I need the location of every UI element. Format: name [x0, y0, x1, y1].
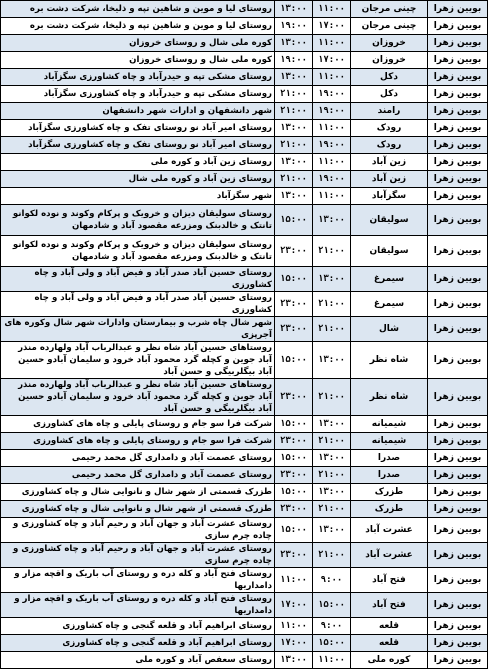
area-cell: قلعه [351, 618, 428, 635]
areas-description-cell: روستای سولیقان دیزان و خرویک و پرکام وکوند و نوده لکوانو تانتک و خالدبنک ومزرعه مقصود آباد و شادمهان [1, 236, 275, 267]
table-row [1, 484, 488, 501]
county-cell: بویین زهرا [428, 543, 488, 568]
areas-description-cell: روستای عشرت آباد و جهان آباد و رحیم آباد و چاه کشاورزی و چاده چرم سازی [1, 518, 275, 543]
county-cell: بویین زهرا [428, 267, 488, 292]
areas-description-cell: روستای عصمت آباد و دامداری گل محمد رحیمی [1, 450, 275, 467]
county-cell: بویین زهرا [428, 154, 488, 171]
start-time-cell: ۱۵:۰۰ [313, 635, 351, 652]
areas-description-cell: روستاهای حسین آباد شاه نظر و عبدالرباب آباد ولهارده منذر آباد جوین و کچله گرد محمود آباد خرود و سلیمان آبادو حسین آباد بیگلربیگی و حسن آباد [1, 379, 275, 416]
start-time-cell: ۱۱:۰۰ [313, 35, 351, 52]
end-time-cell: ۲۱:۰۰ [275, 137, 313, 154]
start-time-cell: ۱۱:۰۰ [313, 69, 351, 86]
county-cell: بویین زهرا [428, 137, 488, 154]
area-cell: سولیقان [351, 205, 428, 236]
end-time-cell: ۱۵:۰۰ [275, 416, 313, 433]
county-cell: بویین زهرا [428, 188, 488, 205]
end-time-cell: ۱۵:۰۰ [275, 205, 313, 236]
start-time-cell: ۱۹:۰۰ [313, 171, 351, 188]
table-row [1, 188, 488, 205]
area-cell: فتح آباد [351, 568, 428, 593]
start-time-cell: ۱۱:۰۰ [313, 154, 351, 171]
areas-description-cell: روستای فتح آباد و کله دره و روستای آب باریک و اقچه مزار و دامداریها [1, 593, 275, 618]
table-row [1, 52, 488, 69]
table-row [1, 120, 488, 137]
table-row [1, 86, 488, 103]
table-row [1, 317, 488, 342]
areas-description-cell: شهر سگزآباد [1, 188, 275, 205]
areas-description-cell: روستای حسین آباد صدر آباد و فیض آباد و ولی آباد و چاه کشاورزی [1, 292, 275, 317]
county-cell: بویین زهرا [428, 69, 488, 86]
start-time-cell: ۲۱:۰۰ [313, 379, 351, 416]
table-row [1, 18, 488, 35]
end-time-cell: ۲۱:۰۰ [275, 103, 313, 120]
start-time-cell: ۱۵:۰۰ [313, 593, 351, 618]
areas-description-cell: روستای ابراهیم آباد و قلعه گنجی و چاه کشاورزی [1, 618, 275, 635]
start-time-cell: ۱۳:۰۰ [313, 342, 351, 379]
areas-description-cell: شرکت فرا سو جام و روستای پایلی و چاه های کشاورزی [1, 416, 275, 433]
table-row [1, 467, 488, 484]
area-cell: شیمیانه [351, 433, 428, 450]
area-cell: رودک [351, 137, 428, 154]
table-row [1, 635, 488, 652]
end-time-cell: ۱۳:۰۰ [275, 188, 313, 205]
start-time-cell: ۱۷:۰۰ [313, 52, 351, 69]
areas-description-cell: روستای امیر آباد نو روستای تفک و چاه کشاورزی سگزآباد [1, 137, 275, 154]
end-time-cell: ۲۱:۰۰ [275, 86, 313, 103]
county-cell: بویین زهرا [428, 635, 488, 652]
table-row [1, 236, 488, 267]
start-time-cell: ۱۷:۰۰ [313, 18, 351, 35]
table-row [1, 593, 488, 618]
table-row [1, 618, 488, 635]
county-cell: بویین زهرا [428, 518, 488, 543]
county-cell: بویین زهرا [428, 52, 488, 69]
areas-description-cell: روستای امیر آباد نو روستای تفک و چاه کشاورزی سگزآباد [1, 120, 275, 137]
area-cell: عشرت آباد [351, 518, 428, 543]
areas-description-cell: روستای مشکی تپه و حیدرآباد و چاه کشاورزی سگزآباد [1, 69, 275, 86]
end-time-cell: ۱۵:۰۰ [275, 342, 313, 379]
start-time-cell: ۱۹:۰۰ [313, 86, 351, 103]
area-cell: دکل [351, 69, 428, 86]
county-cell: بویین زهرا [428, 568, 488, 593]
end-time-cell: ۲۳:۰۰ [275, 543, 313, 568]
table-row [1, 103, 488, 120]
start-time-cell: ۱۱:۰۰ [313, 1, 351, 18]
end-time-cell: ۱۵:۰۰ [275, 484, 313, 501]
county-cell: بویین زهرا [428, 1, 488, 18]
table-row [1, 292, 488, 317]
county-cell: بویین زهرا [428, 86, 488, 103]
county-cell: بویین زهرا [428, 317, 488, 342]
table-row [1, 1, 488, 18]
area-cell: قلعه [351, 635, 428, 652]
area-cell: سولیقان [351, 236, 428, 267]
areas-description-cell: کوره ملی شال و روستای خروزان [1, 35, 275, 52]
areas-description-cell: روستای عصمت آباد و دامداری گل محمد رحیمی [1, 467, 275, 484]
end-time-cell: ۲۳:۰۰ [275, 433, 313, 450]
county-cell: بویین زهرا [428, 120, 488, 137]
end-time-cell: ۱۳:۰۰ [275, 1, 313, 18]
table-row [1, 518, 488, 543]
table-row [1, 342, 488, 379]
area-cell: سگزآباد [351, 188, 428, 205]
start-time-cell: ۲۱:۰۰ [313, 236, 351, 267]
end-time-cell: ۱۷:۰۰ [275, 593, 313, 618]
area-cell: سیمرغ [351, 292, 428, 317]
table-row [1, 501, 488, 518]
table-row [1, 267, 488, 292]
start-time-cell: ۱۱:۰۰ [313, 188, 351, 205]
start-time-cell: ۹:۰۰ [313, 568, 351, 593]
county-cell: بویین زهرا [428, 35, 488, 52]
end-time-cell: ۱۹:۰۰ [275, 18, 313, 35]
start-time-cell: ۱۳:۰۰ [313, 267, 351, 292]
county-cell: بویین زهرا [428, 593, 488, 618]
county-cell: بویین زهرا [428, 467, 488, 484]
area-cell: عشرت آباد [351, 543, 428, 568]
area-cell: خروزان [351, 35, 428, 52]
area-cell: فتح آباد [351, 593, 428, 618]
area-cell: صدرا [351, 450, 428, 467]
end-time-cell: ۱۵:۰۰ [275, 518, 313, 543]
area-cell: سیمرغ [351, 267, 428, 292]
county-cell: بویین زهرا [428, 652, 488, 669]
county-cell: بویین زهرا [428, 292, 488, 317]
table-row [1, 154, 488, 171]
county-cell: بویین زهرا [428, 501, 488, 518]
area-cell: دکل [351, 86, 428, 103]
areas-description-cell: شهر دانشفهان و ادارات شهر دانشفهان [1, 103, 275, 120]
area-cell: طزرک [351, 501, 428, 518]
areas-description-cell: طزرک قسمتی از شهر شال و نانوایی شال و چاه کشاورزی [1, 484, 275, 501]
areas-description-cell: روستای سولیقان دیزان و خرویک و پرکام وکوند و نوده لکوانو تانتک و خالدبنک ومزرعه مقصود آباد و شادمهان [1, 205, 275, 236]
end-time-cell: ۱۹:۰۰ [275, 52, 313, 69]
end-time-cell: ۲۳:۰۰ [275, 236, 313, 267]
table-row [1, 69, 488, 86]
county-cell: بویین زهرا [428, 450, 488, 467]
county-cell: بویین زهرا [428, 18, 488, 35]
area-cell: خروزان [351, 52, 428, 69]
end-time-cell: ۲۳:۰۰ [275, 467, 313, 484]
table-row [1, 543, 488, 568]
start-time-cell: ۲۱:۰۰ [313, 467, 351, 484]
area-cell: چینی مرجان [351, 1, 428, 18]
areas-description-cell: روستای ابراهیم آباد و قلعه گنجی و چاه کشاورزی [1, 635, 275, 652]
table-row [1, 171, 488, 188]
area-cell: چینی مرجان [351, 18, 428, 35]
start-time-cell: ۱۳:۰۰ [313, 416, 351, 433]
table-row [1, 568, 488, 593]
area-cell: زین آباد [351, 154, 428, 171]
start-time-cell: ۱۹:۰۰ [313, 137, 351, 154]
start-time-cell: ۱۱:۰۰ [313, 652, 351, 669]
areas-description-cell: روستاهای حسین آباد شاه نظر و عبدالرباب آباد ولهارده منذر آباد جوین و کچله گرد محمود آباد خرود و سلیمان آبادو حسین آباد بیگلربیگی و حسن آباد [1, 342, 275, 379]
end-time-cell: ۱۳:۰۰ [275, 35, 313, 52]
county-cell: بویین زهرا [428, 379, 488, 416]
county-cell: بویین زهرا [428, 103, 488, 120]
end-time-cell: ۱۷:۰۰ [275, 635, 313, 652]
end-time-cell: ۱۱:۰۰ [275, 618, 313, 635]
start-time-cell: ۱۳:۰۰ [313, 450, 351, 467]
table-row [1, 433, 488, 450]
end-time-cell: ۲۳:۰۰ [275, 292, 313, 317]
start-time-cell: ۱۳:۰۰ [313, 518, 351, 543]
end-time-cell: ۲۳:۰۰ [275, 501, 313, 518]
county-cell: بویین زهرا [428, 433, 488, 450]
table-body [1, 1, 488, 669]
start-time-cell: ۱۱:۰۰ [313, 120, 351, 137]
end-time-cell: ۲۳:۰۰ [275, 379, 313, 416]
table-row [1, 416, 488, 433]
start-time-cell: ۲۱:۰۰ [313, 543, 351, 568]
table-row [1, 379, 488, 416]
area-cell: طزرک [351, 484, 428, 501]
start-time-cell: ۲۱:۰۰ [313, 501, 351, 518]
areas-description-cell: روستای حسین آباد صدر آباد و فیض آباد و ولی آباد و چاه کشاورزی [1, 267, 275, 292]
county-cell: بویین زهرا [428, 618, 488, 635]
start-time-cell: ۲۱:۰۰ [313, 317, 351, 342]
area-cell: صدرا [351, 467, 428, 484]
end-time-cell: ۲۱:۰۰ [275, 171, 313, 188]
end-time-cell: ۱۳:۰۰ [275, 120, 313, 137]
areas-description-cell: روستای عشرت آباد و جهان آباد و رحیم آباد و چاه کشاورزی و چاده چرم سازی [1, 543, 275, 568]
table-row [1, 205, 488, 236]
area-cell: شیمیانه [351, 416, 428, 433]
end-time-cell: ۱۵:۰۰ [275, 267, 313, 292]
area-cell: شاه نظر [351, 342, 428, 379]
end-time-cell: ۱۳:۰۰ [275, 154, 313, 171]
end-time-cell: ۲۳:۰۰ [275, 317, 313, 342]
areas-description-cell: روستای زین آباد و کوره ملی [1, 154, 275, 171]
end-time-cell: ۱۳:۰۰ [275, 69, 313, 86]
areas-description-cell: روستای زین آباد و کوره ملی شال [1, 171, 275, 188]
areas-description-cell: طزرک قسمتی از شهر شال و نانوایی شال و چاه کشاورزی [1, 501, 275, 518]
areas-description-cell: کوره ملی شال و روستای خروزان [1, 52, 275, 69]
county-cell: بویین زهرا [428, 416, 488, 433]
start-time-cell: ۱۳:۰۰ [313, 205, 351, 236]
start-time-cell: ۲۱:۰۰ [313, 433, 351, 450]
table-row [1, 652, 488, 669]
county-cell: بویین زهرا [428, 205, 488, 236]
table-row [1, 35, 488, 52]
area-cell: شاه نظر [351, 379, 428, 416]
end-time-cell: ۱۳:۰۰ [275, 652, 313, 669]
areas-description-cell: روستای لیا و موین و شاهین تپه و ذلیخا، شرکت دشت بره [1, 18, 275, 35]
start-time-cell: ۹:۰۰ [313, 618, 351, 635]
county-cell: بویین زهرا [428, 484, 488, 501]
county-cell: بویین زهرا [428, 171, 488, 188]
areas-description-cell: شهر شال چاه شرب و بیمارستان وادارات شهر شال وکوره های آجرپزی [1, 317, 275, 342]
areas-description-cell: روستای لیا و موین و شاهین تپه و ذلیخا، شرکت دشت بره [1, 1, 275, 18]
start-time-cell: ۱۹:۰۰ [313, 103, 351, 120]
end-time-cell: ۱۵:۰۰ [275, 450, 313, 467]
table-row [1, 450, 488, 467]
areas-description-cell: شرکت فرا سو جام و روستای پایلی و چاه های کشاورزی [1, 433, 275, 450]
start-time-cell: ۱۳:۰۰ [313, 484, 351, 501]
area-cell: زین آباد [351, 171, 428, 188]
start-time-cell: ۲۱:۰۰ [313, 292, 351, 317]
area-cell: کوره ملی [351, 652, 428, 669]
table-row [1, 137, 488, 154]
areas-description-cell: روستای مشکی تپه و حیدرآباد و چاه کشاورزی سگزآباد [1, 86, 275, 103]
area-cell: شال [351, 317, 428, 342]
area-cell: رامند [351, 103, 428, 120]
areas-description-cell: روستای سعفص آباد و کوره ملی [1, 652, 275, 669]
end-time-cell: ۱۱:۰۰ [275, 568, 313, 593]
county-cell: بویین زهرا [428, 342, 488, 379]
areas-description-cell: روستای فتح آباد و کله دره و روستای آب باریک و اقچه مزار و دامداریها [1, 568, 275, 593]
area-cell: رودک [351, 120, 428, 137]
county-cell: بویین زهرا [428, 236, 488, 267]
